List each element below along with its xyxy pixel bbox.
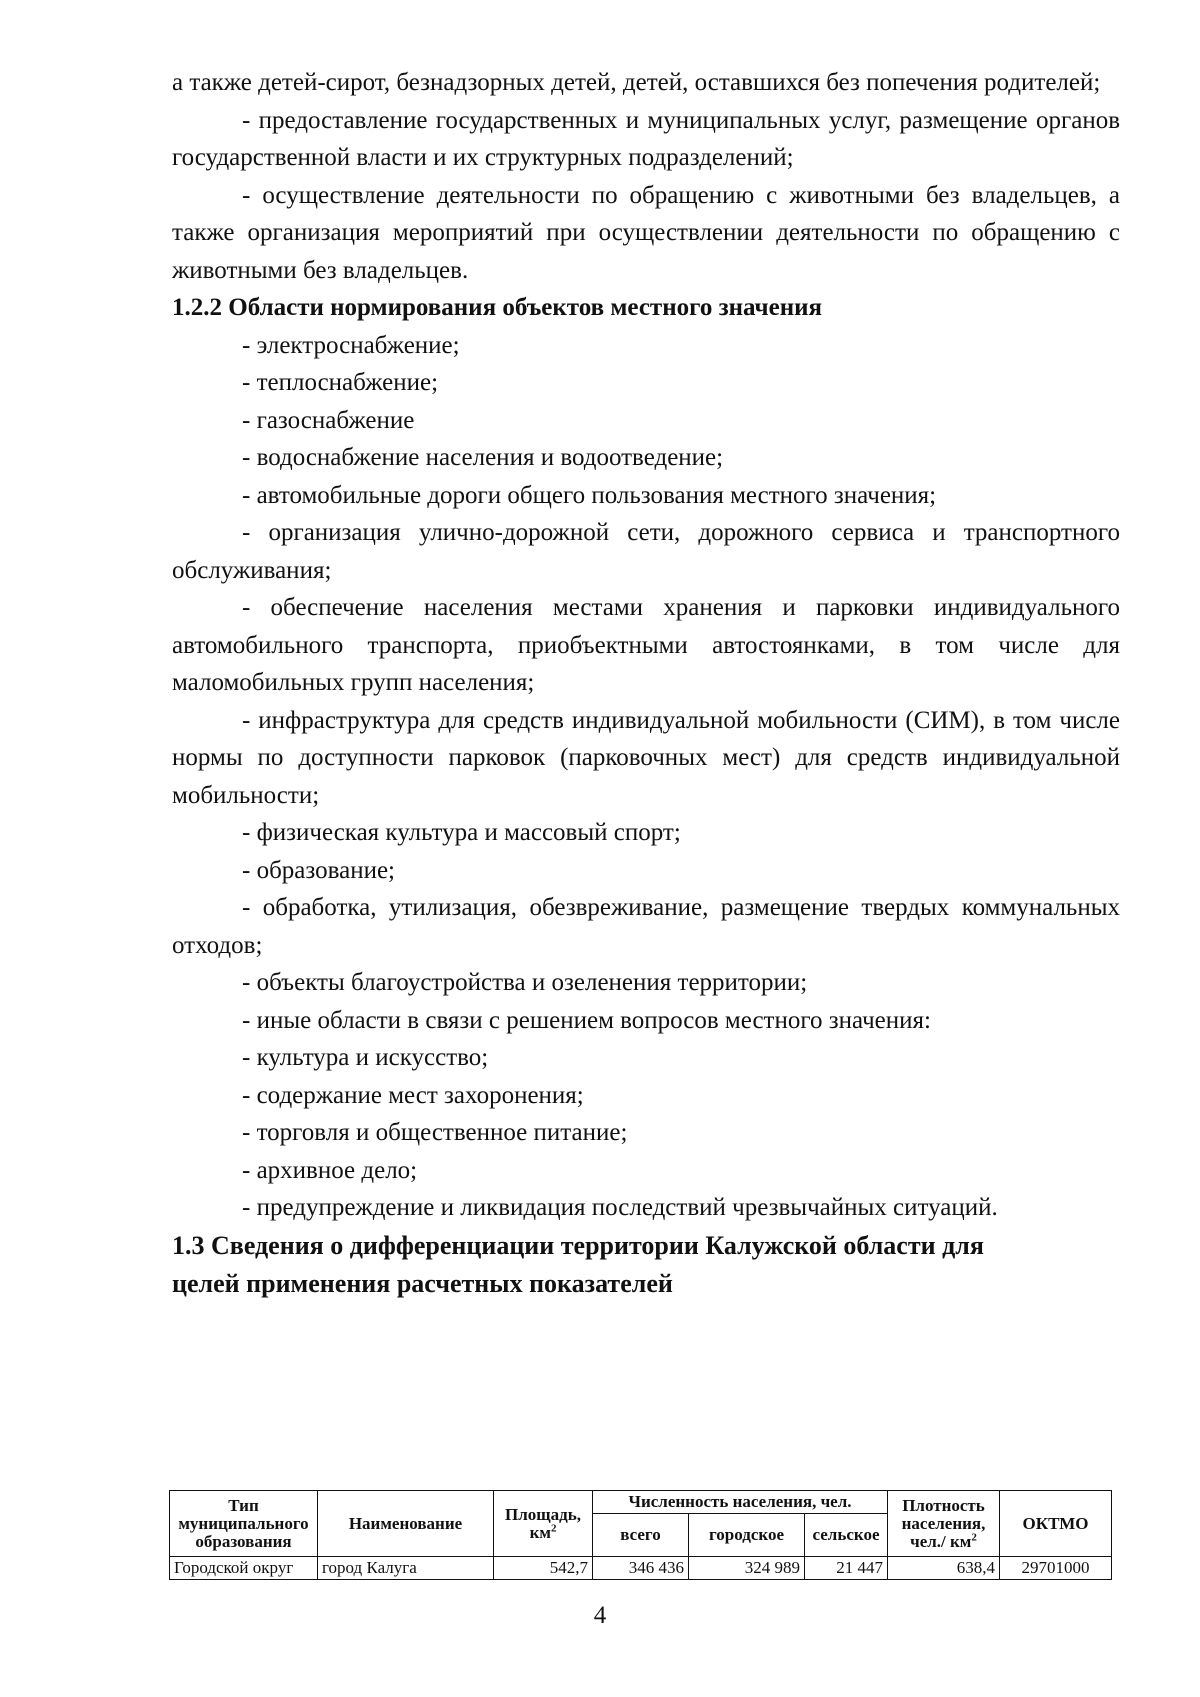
header-urban: городское	[689, 1514, 805, 1557]
document-body	[172, 64, 1120, 1303]
list-item: - объекты благоустройства и озеленения территории;	[242, 969, 808, 996]
list-item: - обработка, утилизация, обезвреживание, размещение твердых коммунальных отходов;	[172, 894, 1120, 959]
cell-total: 346 436	[593, 1557, 689, 1580]
header-area: Площадь, $км^2$	[494, 1491, 593, 1557]
section-heading-1-3	[172, 1227, 1120, 1303]
intro-paragraph-2: - предоставление государственных и муниципальных услуг, размещение органов государственной власти и их структурных подразделений;	[172, 106, 1120, 171]
section-heading-1-3-line2: целей применения расчетных показателей	[172, 1268, 673, 1298]
section-heading-1-2-2: 1.2.2 Области нормирования объектов местного значения	[172, 294, 823, 321]
cell-name: город Калуга	[318, 1557, 494, 1580]
header-density: Плотность населения, чел./ $км^2$	[888, 1491, 1000, 1557]
list-item: - организация улично-дорожной сети, дорожного сервиса и транспортного обслуживания;	[172, 519, 1120, 584]
cell-density: 638,4	[888, 1557, 1000, 1580]
cell-type: Городской округ	[170, 1557, 318, 1580]
page-number: 4	[593, 1602, 607, 1629]
list-item: - архивное дело;	[242, 1156, 418, 1184]
list-item: - электроснабжение;	[242, 331, 460, 359]
list-item: - иные области в связи с решением вопросов местного значения:	[242, 1006, 931, 1034]
list-item: - предупреждение и ликвидация последствий чрезвычайных ситуаций.	[242, 1194, 998, 1221]
cell-oktmo: 29701000	[1000, 1557, 1112, 1580]
list-item: - культура и искусство;	[242, 1044, 489, 1071]
header-rural: сельское	[805, 1514, 888, 1557]
header-type: Тип муниципального образования	[170, 1491, 318, 1557]
list-item: - образование;	[242, 856, 395, 884]
intro-paragraph-1: а также детей-сирот, безнадзорных детей, детей, оставшихся без попечения родителей;	[172, 69, 1101, 96]
list-item: - газоснабжение	[242, 406, 415, 434]
list-item: - инфраструктура для средств индивидуальной мобильности (СИМ), в том числе нормы по доступности парковок (парковочных мест) для средств индивидуальной мобильности;	[172, 706, 1120, 809]
table-header-row	[170, 1491, 1112, 1514]
list-item: - физическая культура и массовый спорт;	[242, 819, 681, 846]
municipality-table-wrap	[169, 1490, 1112, 1580]
list-item: - содержание мест захоронения;	[242, 1081, 584, 1109]
list-item: - автомобильные дороги общего пользования местного значения;	[242, 481, 937, 509]
table-row	[170, 1557, 1112, 1580]
municipality-table	[169, 1490, 1112, 1580]
list-item: - обеспечение населения местами хранения и парковки индивидуального автомобильного транспорта, приобъектными автостоянками, в том числе для маломобильных групп населения;	[172, 594, 1120, 696]
intro-paragraph-3: - осуществление деятельности по обращению с животными без владельцев, а также организация мероприятий при осуществлении деятельности по обращению с животными без владельцев.	[172, 181, 1120, 284]
header-population: Численность населения, чел.	[593, 1491, 888, 1514]
list-item: - водоснабжение населения и водоотведение;	[242, 444, 724, 471]
header-name: Наименование	[318, 1491, 494, 1557]
header-total: всего	[593, 1514, 689, 1557]
cell-rural: 21 447	[805, 1557, 888, 1580]
section-heading-1-3-line1: 1.3 Сведения о дифференциации территории Калужской области для	[172, 1230, 984, 1260]
list-item: - торговля и общественное питание;	[242, 1119, 628, 1146]
cell-area: 542,7	[494, 1557, 593, 1580]
cell-urban: 324 989	[689, 1557, 805, 1580]
header-oktmo: ОКТМО	[1000, 1491, 1112, 1557]
list-item: - теплоснабжение;	[242, 369, 439, 396]
